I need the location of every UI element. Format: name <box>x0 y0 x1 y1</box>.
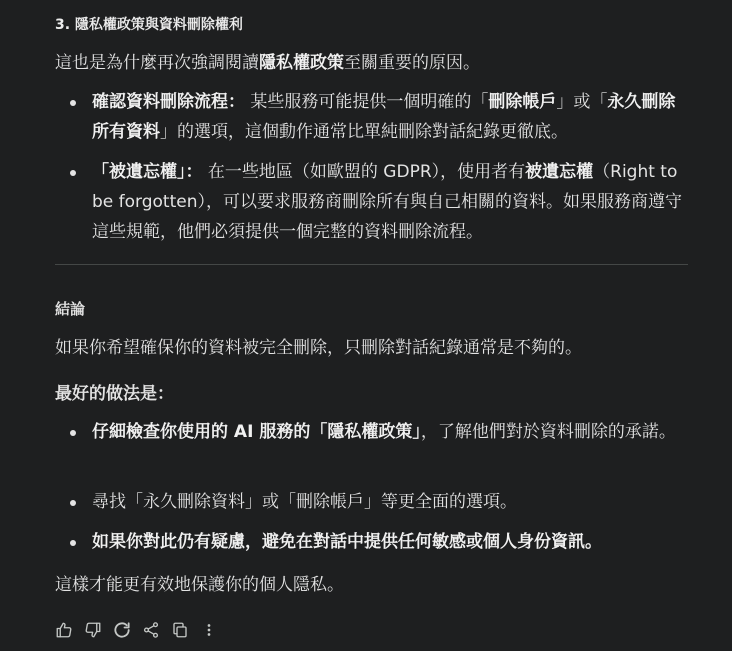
bullet-text: 在一些地區（如歐盟的 GDPR），使用者有 <box>202 162 526 182</box>
share-icon <box>142 621 160 639</box>
privacy-bullets <box>55 87 688 247</box>
copy-icon <box>171 621 189 639</box>
copy-button[interactable] <box>169 619 191 641</box>
list-item <box>55 417 688 477</box>
thumbs-up-button[interactable] <box>53 619 75 641</box>
conclusion-paragraph: 如果你希望確保你的資料被完全刪除，只刪除對話紀錄通常是不夠的。 <box>55 338 582 358</box>
intro-paragraph <box>55 48 480 78</box>
bullet-text-bold: 如果你對此仍有疑慮，避免在對話中提供任何敏感或個人身份資訊。 <box>92 532 602 552</box>
bullet-text: ，了解他們對於資料刪除的承諾。 <box>420 422 676 442</box>
bullet-text-bold: 刪除帳戶 <box>488 92 557 112</box>
more-icon <box>200 621 218 639</box>
bullet-text-bold: 被遺忘權 <box>525 162 594 182</box>
intro-text-post: 至關重要的原因。 <box>344 53 480 73</box>
bullet-title: 「被遺忘權」： <box>92 162 203 182</box>
more-options-button[interactable] <box>198 619 220 641</box>
bullet-text: 某些服務可能提供一個明確的「 <box>245 92 489 112</box>
best-practice-list <box>55 417 688 557</box>
response-actions <box>53 619 227 641</box>
intro-text-bold: 隱私權政策 <box>259 53 344 73</box>
regenerate-icon <box>112 620 132 640</box>
thumbs-down-button[interactable] <box>82 619 104 641</box>
section-heading: 3. 隱私權政策與資料刪除權利 <box>55 17 243 33</box>
list-item <box>55 157 688 247</box>
bullet-text-bold: 仔細檢查你使用的 AI 服務的「隱私權政策」 <box>92 422 421 442</box>
bullet-text: （Right to be forgotten），可以要求服務商刪除所有與自己相關的資料。如果服務商遵守這些規範，他們必須提供一個完整的資料刪除流程。 <box>92 162 682 242</box>
list-item <box>55 487 688 517</box>
bullet-title: 確認資料刪除流程： <box>92 92 245 112</box>
bullet-text: 尋找「永久刪除資料」或「刪除帳戶」等更全面的選項。 <box>92 492 517 512</box>
list-item <box>55 527 688 557</box>
thumbs-down-icon <box>84 621 102 639</box>
best-practice-label: 最好的做法是： <box>55 384 174 404</box>
intro-text-pre: 這也是為什麼再次強調閱讀 <box>55 53 259 73</box>
regenerate-button[interactable] <box>111 619 133 641</box>
closing-paragraph: 這樣才能更有效地保護你的個人隱私。 <box>55 575 344 595</box>
thumbs-up-icon <box>55 621 73 639</box>
bullet-text-bold: 永久刪除所有資料 <box>92 92 676 142</box>
divider <box>55 264 688 265</box>
conclusion-heading: 結論 <box>55 300 86 318</box>
bullet-text: 」或「 <box>556 92 608 112</box>
share-button[interactable] <box>140 619 162 641</box>
list-item <box>55 87 688 147</box>
bullet-text: 」的選項，這個動作通常比單純刪除對話紀錄更徹底。 <box>160 122 568 142</box>
